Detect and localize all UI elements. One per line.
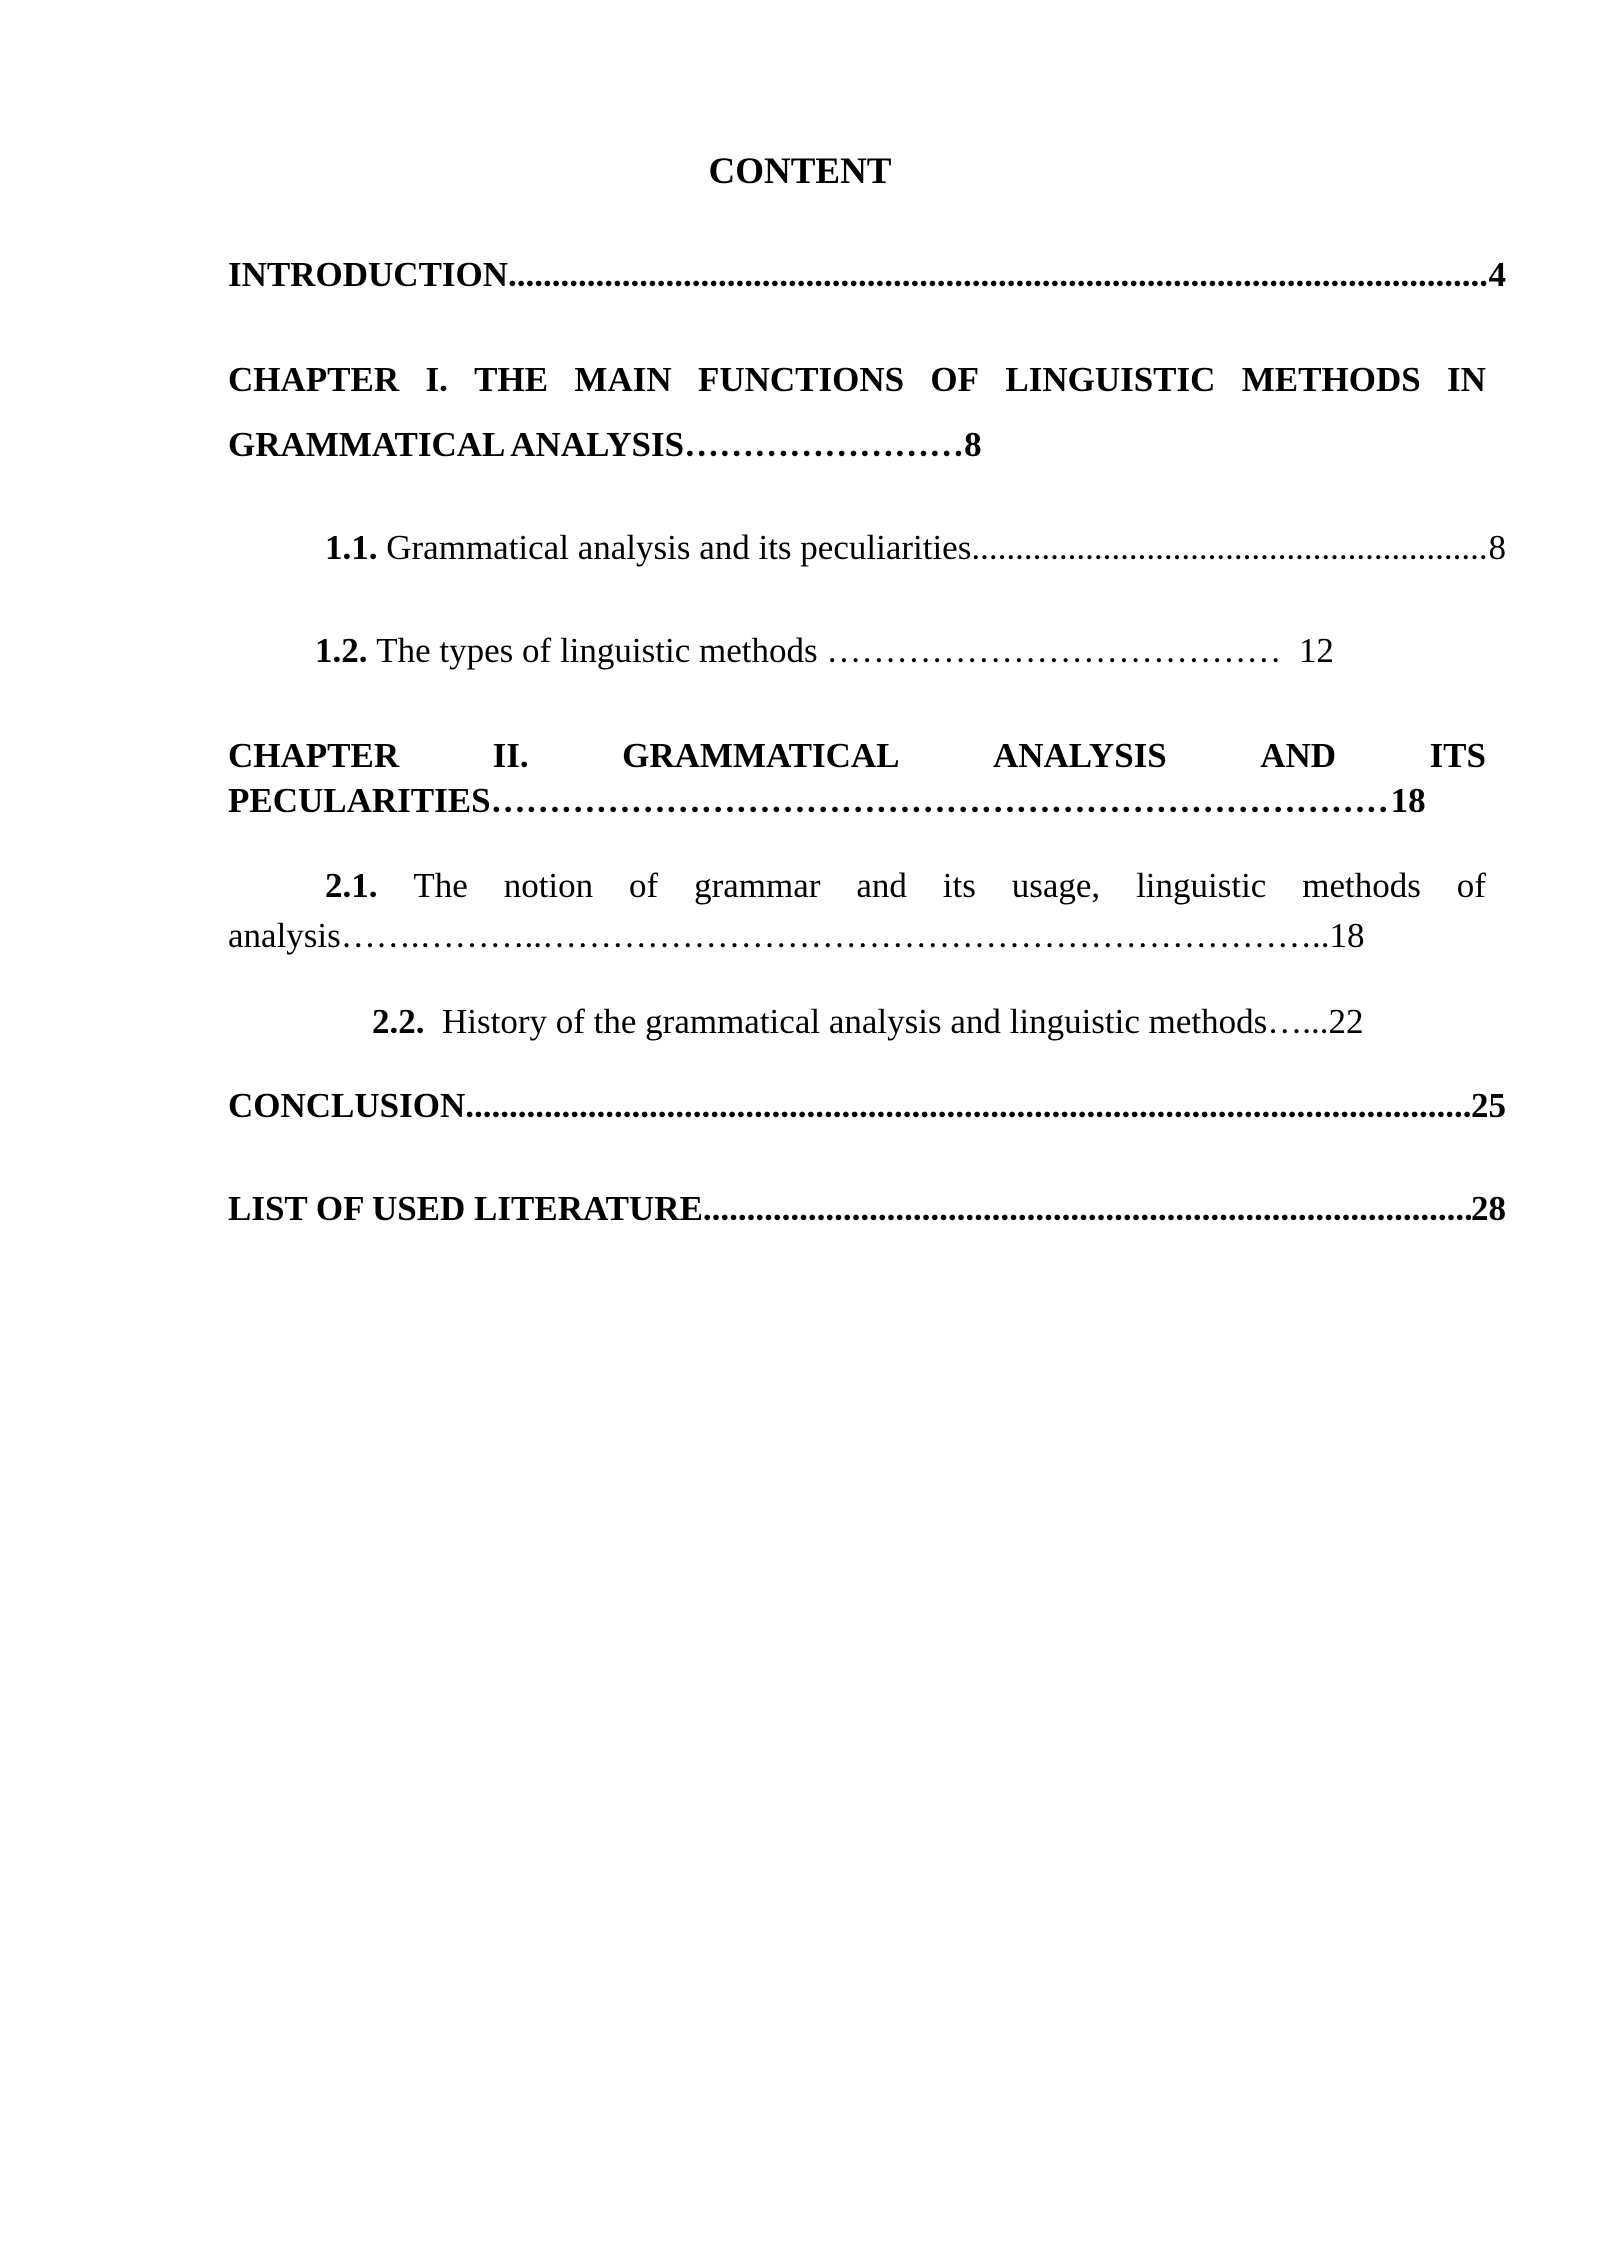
toc-leader — [703, 1186, 1471, 1232]
toc-page-number: 18 — [1390, 781, 1426, 820]
toc-entry-section-2-1-continued[interactable] — [228, 913, 1506, 959]
toc-heading-word: of — [1456, 866, 1486, 905]
toc-entry-chapter-1-continued[interactable] — [228, 422, 1506, 468]
toc-leader: …... — [1267, 1002, 1329, 1041]
toc-entry-chapter-2[interactable] — [228, 733, 1486, 779]
toc-leader — [465, 1083, 1471, 1129]
toc-heading-word: FUNCTIONS — [697, 360, 905, 399]
toc-heading-word: OF — [930, 360, 980, 399]
toc-heading-word: GRAMMATICAL — [622, 736, 900, 775]
toc-label: GRAMMATICAL ANALYSIS — [228, 425, 685, 464]
toc-label: The types of linguistic methods — [376, 631, 818, 670]
toc-page-number: 4 — [1488, 255, 1506, 294]
toc-heading-word: II. — [492, 736, 529, 775]
toc-heading-word: LINGUISTIC — [1005, 360, 1216, 399]
toc-entry-chapter-1[interactable] — [228, 357, 1486, 403]
toc-chapter-1-heading-line — [228, 357, 1486, 403]
toc-label: CONCLUSION — [228, 1086, 466, 1125]
toc-chapter-2-heading-line — [228, 733, 1486, 779]
toc-heading-word: ITS — [1429, 736, 1486, 775]
toc-heading-word: The — [413, 866, 468, 905]
toc-label: PECULARITIES — [228, 781, 491, 820]
toc-label: INTRODUCTION — [228, 255, 509, 294]
toc-entry-chapter-2-continued[interactable] — [228, 778, 1506, 824]
toc-entry-literature[interactable] — [228, 1186, 1506, 1232]
toc-heading-word: METHODS — [1241, 360, 1421, 399]
toc-label: analysis — [228, 916, 341, 955]
toc-heading-word: THE — [474, 360, 549, 399]
toc-heading-word: CHAPTER — [228, 736, 400, 775]
toc-heading-word: notion — [503, 866, 594, 905]
toc-entry-section-2-1[interactable] — [325, 863, 1486, 909]
toc-heading-word: IN — [1447, 360, 1486, 399]
toc-heading-word: its — [942, 866, 976, 905]
toc-leader — [491, 778, 1391, 824]
toc-entry-section-2-2[interactable] — [372, 999, 1492, 1045]
toc-heading-word: of — [629, 866, 659, 905]
toc-heading-word: MAIN — [574, 360, 672, 399]
toc-section-number: 1.1. — [325, 528, 378, 567]
toc-label: Grammatical analysis and its peculiarities — [386, 528, 972, 567]
toc-heading-word: CHAPTER — [228, 360, 400, 399]
toc-entry-section-1-2[interactable] — [315, 628, 1415, 674]
toc-label: History of the grammatical analysis and linguistic methods — [442, 1002, 1268, 1041]
toc-section-2-1-heading-line — [325, 863, 1486, 909]
toc-heading-word: methods — [1302, 866, 1421, 905]
toc-entry-introduction[interactable] — [228, 252, 1506, 298]
toc-section-number: 2.2. — [372, 1002, 425, 1041]
toc-heading-word: usage, — [1011, 866, 1101, 905]
toc-page-number: 22 — [1328, 1002, 1364, 1041]
toc-leader — [508, 252, 1488, 298]
toc-section-number: 1.2. — [315, 631, 368, 670]
page-title: CONTENT — [708, 151, 892, 192]
toc-heading-word: AND — [1260, 736, 1337, 775]
toc-section-number: 2.1. — [325, 866, 378, 905]
toc-leader: ………………………………… — [826, 631, 1282, 670]
toc-page-number: 8 — [1488, 528, 1506, 567]
toc-entry-section-1-1[interactable] — [325, 525, 1506, 571]
toc-leader: …………………… — [684, 425, 965, 464]
toc-entry-conclusion[interactable] — [228, 1083, 1506, 1129]
toc-label: LIST OF USED LITERATURE — [228, 1189, 703, 1228]
toc-heading-word: and — [856, 866, 907, 905]
toc-heading-word: ANALYSIS — [992, 736, 1167, 775]
toc-leader — [971, 525, 1488, 571]
toc-page-number: 12 — [1298, 631, 1334, 670]
toc-heading-word: linguistic — [1136, 866, 1267, 905]
toc-page-number: 25 — [1471, 1086, 1506, 1125]
toc-leader: …….………..………………………………………………………….. — [340, 916, 1330, 955]
toc-page-number: 18 — [1329, 916, 1365, 955]
toc-heading-word: I. — [425, 360, 448, 399]
toc-page-number: 8 — [964, 425, 982, 464]
toc-heading-word: grammar — [694, 866, 821, 905]
toc-page-number: 28 — [1471, 1189, 1506, 1228]
